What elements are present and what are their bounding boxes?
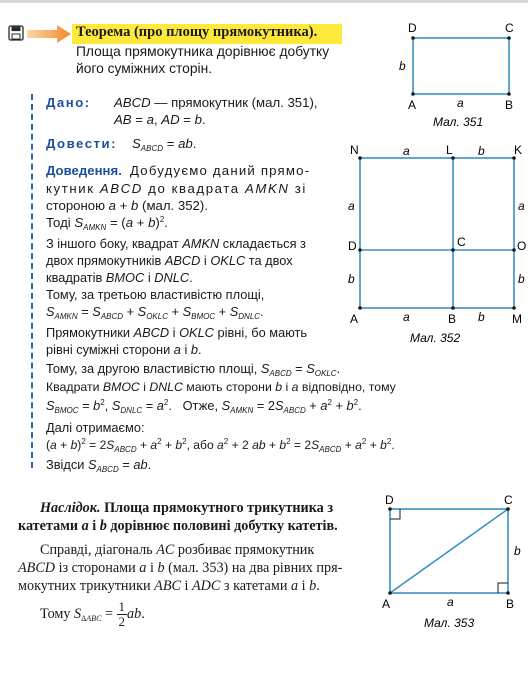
proof-line-2: кутник ABCD до квадрата AMKN зі	[46, 181, 307, 196]
proof-line-11: рівні суміжні сторони a і b.	[46, 342, 202, 357]
fig352-label-right-b: b	[518, 272, 525, 286]
fig353-label-b: b	[514, 544, 521, 558]
arrow-right-icon	[27, 25, 71, 43]
top-cropped-strip	[0, 0, 528, 3]
fig351-rectangle	[413, 38, 509, 94]
proof-line-8: Тому, за третьою властивістю площі,	[46, 287, 265, 302]
corollary-line-5: мокутних трикутники ABC і ADC з катетами a і b.	[18, 578, 320, 594]
proof-label: Доведення.	[46, 163, 122, 178]
fig352-label-A: A	[350, 312, 359, 326]
fig351-label-a: a	[457, 96, 464, 110]
fig352-label-D: D	[348, 239, 357, 253]
fig352-label-bot-a: a	[403, 310, 410, 324]
floppy-disk-icon	[8, 25, 24, 41]
figure-352	[340, 142, 528, 348]
fraction-one-half: $\frac{1}{2}$	[118, 599, 126, 629]
proof-line-14: $S_{BMOC} = b^2$, $S_{DNLC} = a^2$. Отже, $S_{AMKN} = 2S_{ABCD} + a^2 + b^2$.	[46, 398, 362, 415]
fig353-label-D: D	[385, 493, 394, 507]
fig352-label-B: B	[448, 312, 457, 326]
fig352-caption: Мал. 352	[410, 331, 461, 345]
fig352-label-N: N	[350, 143, 359, 157]
proof-line-4: Тоді $S_{AMKN} = (a + b)^2$.	[46, 215, 168, 232]
fig352-label-K: K	[514, 143, 523, 157]
fig353-label-C: C	[504, 493, 513, 507]
fig352-label-top-b: b	[478, 144, 485, 158]
fig352-label-left-a: a	[348, 199, 355, 213]
given-label: Дано:	[46, 95, 91, 110]
fig351-label-A: A	[408, 98, 417, 112]
fig351-label-b: b	[399, 59, 406, 73]
proof-line-1: Добудуємо даний прямо-	[130, 163, 311, 178]
fig352-outer-square	[360, 158, 514, 308]
fig351-label-D: D	[408, 21, 417, 35]
corollary-label: Наслідок.	[40, 500, 101, 516]
proof-line-12: Тому, за другою властивістю площі, $S_{ABCD} = S_{OKLC}$.	[46, 361, 341, 378]
proof-line-16: $(a + b)^2 = 2S_{ABCD} + a^2 + b^2$, або $a^2 + 2$ ab + $b^2 = 2S_{ABCD} + a^2 + b^2$.	[46, 437, 395, 454]
given-line-2: AB = a, AD = b.	[114, 112, 206, 127]
proof-line-6: двох прямокутників ABCD і OKLC та двох	[46, 253, 293, 268]
fig353-diagonal	[390, 509, 508, 593]
corollary-line-1-text: Площа прямокутного трикутника з	[104, 500, 334, 516]
fig352-label-L: L	[446, 143, 453, 157]
fig351-label-C: C	[505, 21, 514, 35]
proof-line-9: $S_{AMKN} = S_{ABCD} + S_{OKLC} + S_{BMOC} + S_{DNLC}$.	[46, 304, 264, 321]
fig351-caption: Мал. 351	[433, 115, 484, 129]
given-line-1: ABCD — прямокутник (мал. 351),	[114, 95, 318, 110]
corollary-line-1	[40, 500, 333, 517]
theorem-text-line-1: Площа прямокутника дорівнює добутку	[76, 44, 330, 59]
fig352-label-O: O	[517, 239, 527, 253]
fig353-label-a: a	[447, 595, 454, 609]
proof-line-3: стороною a + b (мал. 352).	[46, 198, 208, 213]
corollary-line-4: ABCD із сторонами a і b (мал. 353) на два рівних пря-	[18, 560, 343, 576]
fig353-caption: Мал. 353	[424, 616, 475, 630]
proof-line-13: Квадрати BMOC і DNLC мають сторони b і a відповідно, тому	[46, 380, 396, 394]
theorem-title: Теорема (про площу прямокутника).	[76, 24, 318, 40]
fig353-label-A: A	[382, 597, 391, 611]
fig352-label-bot-b: b	[478, 310, 485, 324]
proof-margin-dash-line	[31, 94, 33, 468]
fig353-label-B: B	[506, 597, 515, 611]
fig352-label-top-a: a	[403, 144, 410, 158]
fig352-label-M: M	[512, 312, 522, 326]
proof-line-7: квадратів BMOC і DNLC.	[46, 270, 193, 285]
proof-line-15: Далі отримаємо:	[46, 420, 145, 435]
proof-line-17: Звідси $S_{ABCD}$ = ab.	[46, 457, 152, 474]
corollary-line-3: Справді, діагональ AC розбиває прямокутник	[40, 542, 315, 558]
fig352-label-left-b: b	[348, 272, 355, 286]
fig353-right-angle-B	[498, 583, 508, 593]
corollary-line-6: Тому $S_{\Delta ABC}$ = $\frac{1}{2}$ ab.	[40, 599, 145, 629]
proof-line-10: Прямокутники ABCD і OKLC рівні, бо мають	[46, 325, 308, 340]
corollary-line-2: катетами a і b дорівнює половині добутку катетів.	[18, 518, 338, 534]
fig351-label-B: B	[505, 98, 514, 112]
prove-statement: $S_{ABCD}$ = ab.	[132, 136, 197, 153]
figure-351	[395, 18, 525, 130]
fig352-label-right-a: a	[518, 199, 525, 213]
figure-353	[372, 493, 528, 635]
proof-line-5: З іншого боку, квадрат AMKN складається з	[46, 236, 306, 251]
fig353-right-angle-D	[390, 509, 400, 519]
prove-label: Довести:	[46, 136, 117, 151]
theorem-text-line-2: його суміжних сторін.	[76, 61, 213, 76]
fig352-label-C: C	[457, 235, 466, 249]
